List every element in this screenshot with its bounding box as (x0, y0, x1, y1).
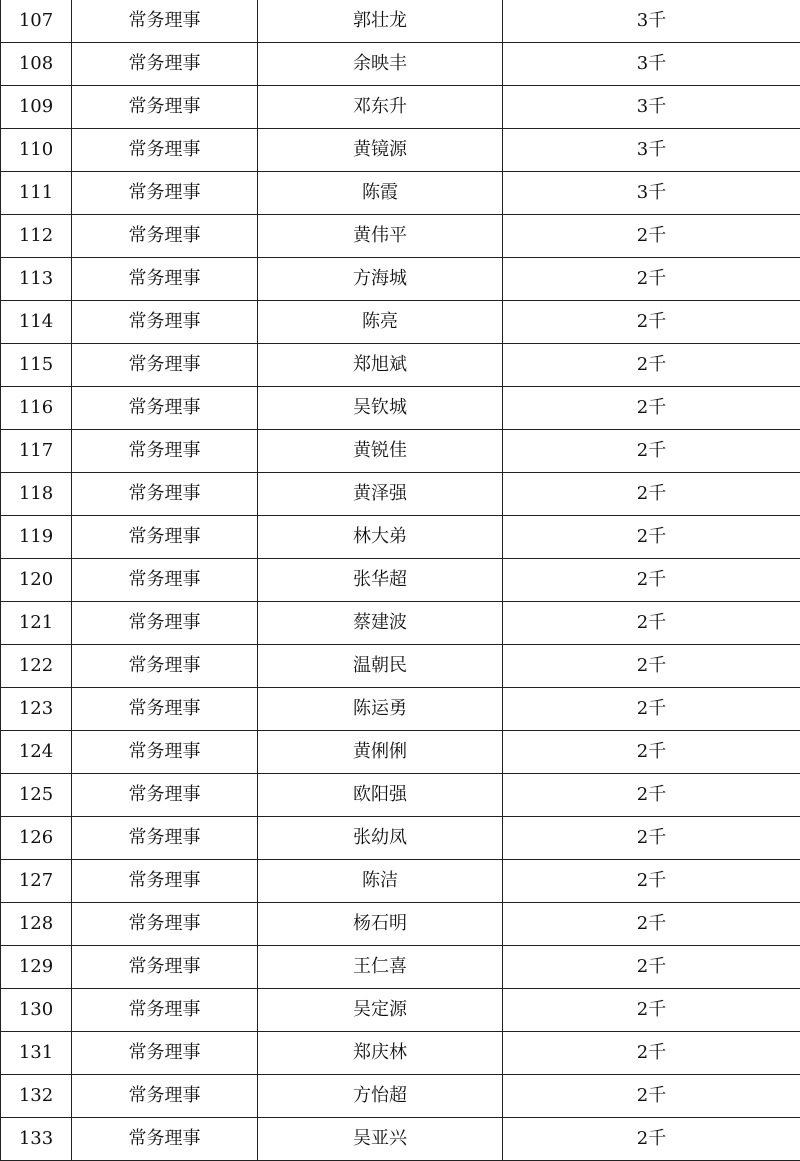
row-amount: 2千 (503, 344, 800, 387)
row-name: 陈霞 (258, 172, 503, 215)
row-number: 126 (1, 817, 72, 860)
row-amount: 2千 (503, 989, 800, 1032)
table-row (1, 301, 800, 344)
row-amount: 2千 (503, 387, 800, 430)
row-role: 常务理事 (72, 903, 258, 946)
row-number: 113 (1, 258, 72, 301)
row-name: 郑旭斌 (258, 344, 503, 387)
row-role: 常务理事 (72, 688, 258, 731)
row-name: 郭壮龙 (258, 0, 503, 43)
row-amount: 2千 (503, 903, 800, 946)
table-row (1, 473, 800, 516)
row-number: 112 (1, 215, 72, 258)
table-row (1, 946, 800, 989)
row-amount: 2千 (503, 516, 800, 559)
row-role: 常务理事 (72, 129, 258, 172)
row-number: 110 (1, 129, 72, 172)
row-role: 常务理事 (72, 946, 258, 989)
row-number: 117 (1, 430, 72, 473)
row-role: 常务理事 (72, 516, 258, 559)
row-number: 120 (1, 559, 72, 602)
table-row (1, 989, 800, 1032)
table-row (1, 215, 800, 258)
row-amount: 2千 (503, 1075, 800, 1118)
row-name: 杨石明 (258, 903, 503, 946)
row-number: 118 (1, 473, 72, 516)
row-number: 116 (1, 387, 72, 430)
table-row (1, 1075, 800, 1118)
row-number: 119 (1, 516, 72, 559)
row-name: 陈洁 (258, 860, 503, 903)
row-name: 黄锐佳 (258, 430, 503, 473)
table-row (1, 172, 800, 215)
row-name: 张幼凤 (258, 817, 503, 860)
row-amount: 2千 (503, 860, 800, 903)
row-role: 常务理事 (72, 258, 258, 301)
row-role: 常务理事 (72, 731, 258, 774)
table-row (1, 258, 800, 301)
table-row (1, 129, 800, 172)
row-name: 陈亮 (258, 301, 503, 344)
row-amount: 2千 (503, 602, 800, 645)
row-role: 常务理事 (72, 645, 258, 688)
table-row (1, 1118, 800, 1161)
row-role: 常务理事 (72, 0, 258, 43)
table-row (1, 430, 800, 473)
table-row (1, 387, 800, 430)
row-amount: 2千 (503, 645, 800, 688)
row-amount: 2千 (503, 774, 800, 817)
row-number: 108 (1, 43, 72, 86)
row-number: 130 (1, 989, 72, 1032)
row-number: 114 (1, 301, 72, 344)
row-role: 常务理事 (72, 387, 258, 430)
member-table-body (1, 0, 800, 1161)
row-amount: 3千 (503, 86, 800, 129)
table-row (1, 688, 800, 731)
row-role: 常务理事 (72, 430, 258, 473)
table-row (1, 1032, 800, 1075)
table-row (1, 774, 800, 817)
row-name: 黄泽强 (258, 473, 503, 516)
row-number: 111 (1, 172, 72, 215)
row-number: 125 (1, 774, 72, 817)
row-number: 123 (1, 688, 72, 731)
row-number: 129 (1, 946, 72, 989)
table-row (1, 516, 800, 559)
row-role: 常务理事 (72, 344, 258, 387)
row-name: 黄伟平 (258, 215, 503, 258)
row-name: 余映丰 (258, 43, 503, 86)
table-row (1, 903, 800, 946)
row-role: 常务理事 (72, 301, 258, 344)
row-role: 常务理事 (72, 215, 258, 258)
table-row (1, 731, 800, 774)
row-name: 方怡超 (258, 1075, 503, 1118)
row-amount: 2千 (503, 1118, 800, 1161)
row-amount: 3千 (503, 43, 800, 86)
table-row (1, 344, 800, 387)
row-number: 107 (1, 0, 72, 43)
row-number: 124 (1, 731, 72, 774)
row-name: 陈运勇 (258, 688, 503, 731)
row-role: 常务理事 (72, 1118, 258, 1161)
row-name: 欧阳强 (258, 774, 503, 817)
row-amount: 3千 (503, 0, 800, 43)
row-role: 常务理事 (72, 559, 258, 602)
row-number: 131 (1, 1032, 72, 1075)
row-number: 115 (1, 344, 72, 387)
row-name: 蔡建波 (258, 602, 503, 645)
row-name: 邓东升 (258, 86, 503, 129)
row-name: 吴定源 (258, 989, 503, 1032)
row-name: 黄镜源 (258, 129, 503, 172)
row-role: 常务理事 (72, 774, 258, 817)
row-amount: 2千 (503, 215, 800, 258)
row-name: 张华超 (258, 559, 503, 602)
row-amount: 2千 (503, 430, 800, 473)
table-row (1, 0, 800, 43)
row-amount: 2千 (503, 473, 800, 516)
table-row (1, 559, 800, 602)
row-role: 常务理事 (72, 473, 258, 516)
row-name: 方海城 (258, 258, 503, 301)
row-number: 133 (1, 1118, 72, 1161)
row-name: 郑庆林 (258, 1032, 503, 1075)
row-role: 常务理事 (72, 1075, 258, 1118)
row-role: 常务理事 (72, 86, 258, 129)
table-row (1, 602, 800, 645)
row-number: 109 (1, 86, 72, 129)
row-number: 122 (1, 645, 72, 688)
table-row (1, 645, 800, 688)
row-amount: 3千 (503, 129, 800, 172)
row-role: 常务理事 (72, 43, 258, 86)
row-role: 常务理事 (72, 172, 258, 215)
row-number: 127 (1, 860, 72, 903)
row-name: 温朝民 (258, 645, 503, 688)
row-amount: 2千 (503, 688, 800, 731)
row-role: 常务理事 (72, 989, 258, 1032)
row-number: 132 (1, 1075, 72, 1118)
row-amount: 2千 (503, 731, 800, 774)
row-amount: 2千 (503, 301, 800, 344)
row-name: 吴亚兴 (258, 1118, 503, 1161)
row-role: 常务理事 (72, 860, 258, 903)
table-row (1, 817, 800, 860)
row-name: 吴钦城 (258, 387, 503, 430)
row-amount: 2千 (503, 817, 800, 860)
row-role: 常务理事 (72, 1032, 258, 1075)
row-amount: 2千 (503, 258, 800, 301)
row-name: 王仁喜 (258, 946, 503, 989)
table-row (1, 86, 800, 129)
row-number: 121 (1, 602, 72, 645)
row-amount: 2千 (503, 946, 800, 989)
table-row (1, 43, 800, 86)
row-number: 128 (1, 903, 72, 946)
row-amount: 3千 (503, 172, 800, 215)
row-role: 常务理事 (72, 602, 258, 645)
row-amount: 2千 (503, 559, 800, 602)
row-name: 林大弟 (258, 516, 503, 559)
row-role: 常务理事 (72, 817, 258, 860)
table-row (1, 860, 800, 903)
row-name: 黄俐俐 (258, 731, 503, 774)
row-amount: 2千 (503, 1032, 800, 1075)
